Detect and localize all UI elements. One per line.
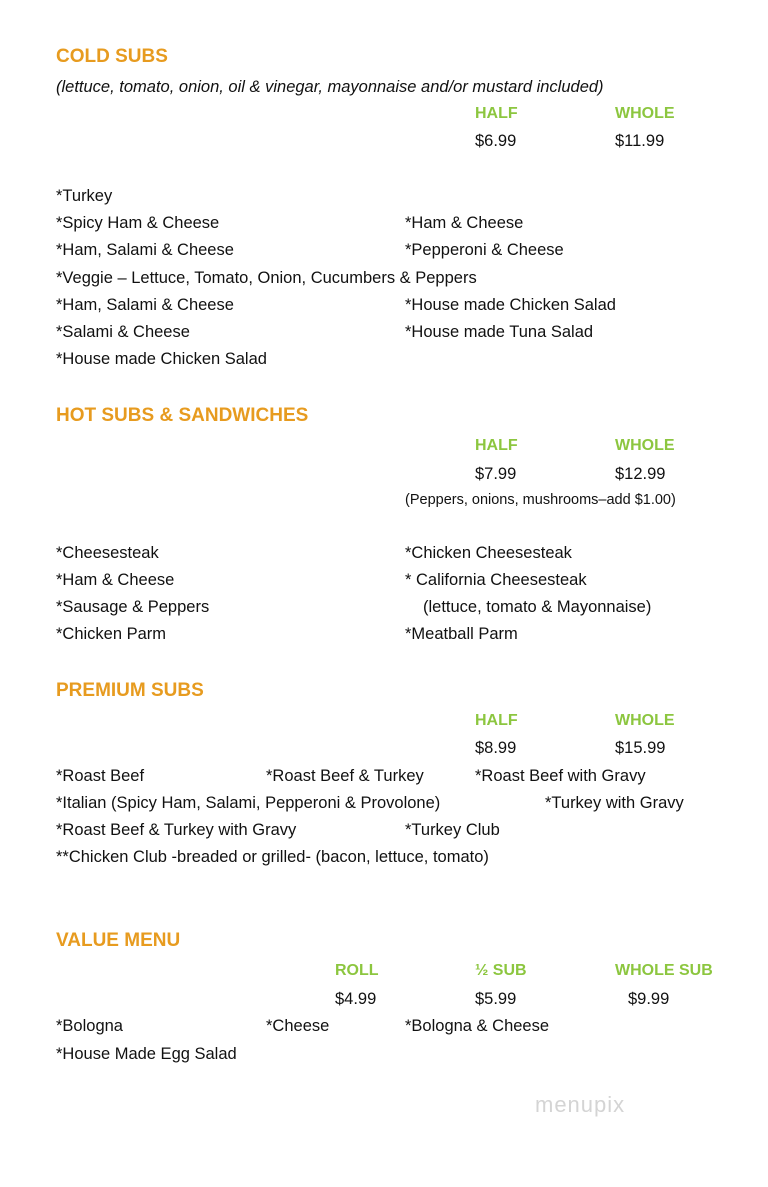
menu-item: *Spicy Ham & Cheese	[56, 214, 220, 232]
menu-item: *Sausage & Peppers	[56, 598, 210, 616]
menu-item: *Ham & Cheese	[56, 571, 175, 589]
menu-item: *House made Chicken Salad	[56, 350, 267, 368]
menu-item: *Roast Beef & Turkey	[266, 767, 424, 785]
value-menu-heading: VALUE MENU	[56, 930, 181, 951]
menu-item: *Bologna	[56, 1017, 123, 1035]
menu-item: *Meatball Parm	[405, 625, 518, 643]
value-half-label: ½ SUB	[475, 962, 527, 979]
menu-item: *Roast Beef	[56, 767, 145, 785]
menu-item: *Chicken Parm	[56, 625, 167, 643]
menu-item: **Chicken Club -breaded or grilled- (bacon, lettuce, tomato)	[56, 848, 489, 866]
premium-whole-price: $15.99	[615, 739, 666, 757]
menu-item: *Turkey with Gravy	[545, 794, 684, 812]
menu-item: *Chicken Cheesesteak	[405, 544, 572, 562]
menu-item: *Veggie – Lettuce, Tomato, Onion, Cucumbers & Peppers	[56, 269, 477, 287]
cold-subs-heading: COLD SUBS	[56, 46, 168, 67]
value-whole-price: $9.99	[628, 990, 670, 1008]
menu-item: *Italian (Spicy Ham, Salami, Pepperoni & Provolone)	[56, 794, 441, 812]
value-roll-label: ROLL	[335, 962, 379, 979]
premium-whole-label: WHOLE	[615, 712, 675, 729]
menu-item: *Ham & Cheese	[405, 214, 524, 232]
value-half-price: $5.99	[475, 990, 517, 1008]
menu-item: *Roast Beef & Turkey with Gravy	[56, 821, 297, 839]
menu-item: * California Cheesesteak	[405, 571, 587, 589]
hot-subs-heading: HOT SUBS & SANDWICHES	[56, 405, 309, 426]
watermark-logo: menupix	[535, 1092, 626, 1117]
menu-item: *House made Tuna Salad	[405, 323, 594, 341]
value-roll-price: $4.99	[335, 990, 377, 1008]
premium-half-label: HALF	[475, 712, 518, 729]
hot-half-label: HALF	[475, 437, 518, 454]
menu-item: *Bologna & Cheese	[405, 1017, 550, 1035]
menu-item: *Ham, Salami & Cheese	[56, 241, 234, 259]
menu-item-note: (lettuce, tomato & Mayonnaise)	[423, 598, 652, 616]
menu-item: *House made Chicken Salad	[405, 296, 616, 314]
menu-item: *Pepperoni & Cheese	[405, 241, 564, 259]
premium-subs-heading: PREMIUM SUBS	[56, 680, 204, 701]
menu-item: *Turkey Club	[405, 821, 500, 839]
hot-whole-price: $12.99	[615, 465, 666, 483]
value-whole-label: WHOLE SUB	[615, 962, 713, 979]
cold-half-price: $6.99	[475, 132, 517, 150]
cold-whole-label: WHOLE	[615, 105, 675, 122]
menu-item: *Cheesesteak	[56, 544, 159, 562]
menu-item: *Cheese	[266, 1017, 330, 1035]
menu-item: *Roast Beef with Gravy	[475, 767, 646, 785]
cold-subs-subtitle: (lettuce, tomato, onion, oil & vinegar, mayonnaise and/or mustard included)	[56, 78, 604, 96]
menu-item: *Salami & Cheese	[56, 323, 190, 341]
menu-item: *House Made Egg Salad	[56, 1045, 237, 1063]
hot-addon-note: (Peppers, onions, mushrooms–add $1.00)	[405, 492, 676, 508]
menu-item: *Turkey	[56, 187, 113, 205]
cold-half-label: HALF	[475, 105, 518, 122]
hot-whole-label: WHOLE	[615, 437, 675, 454]
cold-whole-price: $11.99	[615, 132, 665, 150]
hot-half-price: $7.99	[475, 465, 517, 483]
premium-half-price: $8.99	[475, 739, 517, 757]
menu-item: *Ham, Salami & Cheese	[56, 296, 234, 314]
